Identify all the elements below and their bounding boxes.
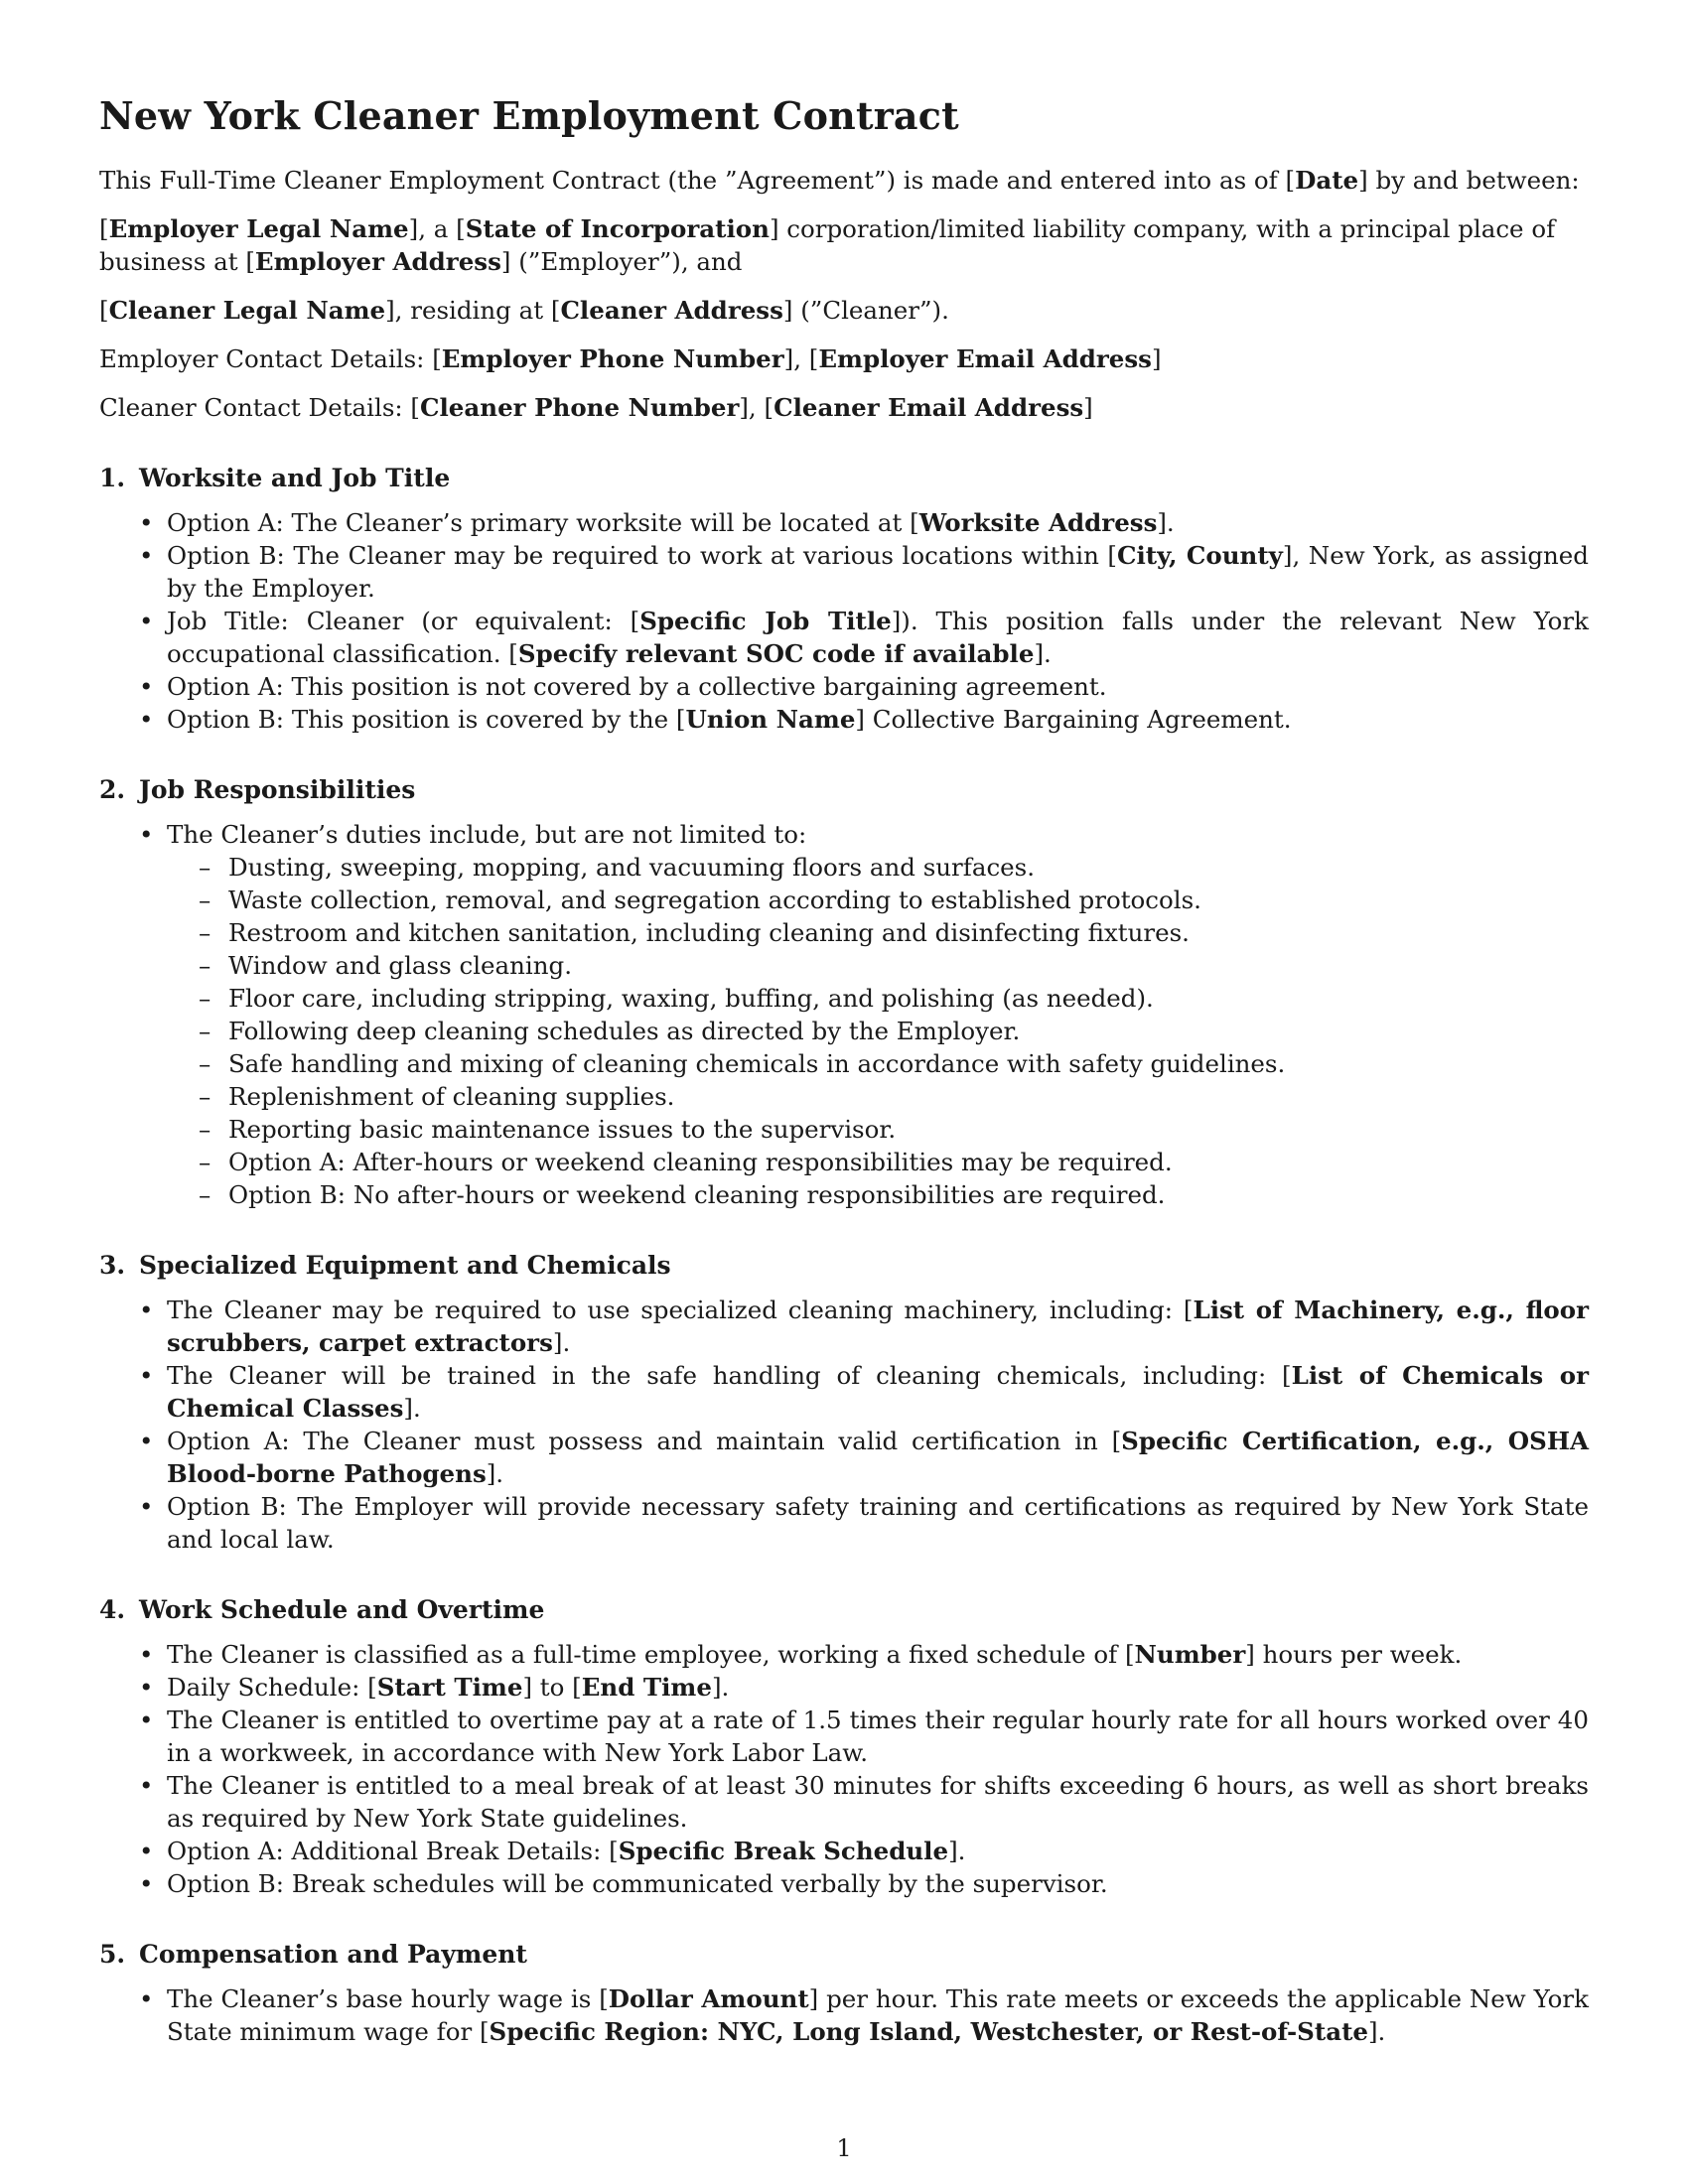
duty-item: – Floor care, including stripping, waxing, buffing, and polishing (as needed). (167, 982, 1589, 1015)
cleaner-contact: Cleaner Contact Details: [Cleaner Phone Number], [Cleaner Email Address] (99, 393, 1093, 422)
section-heading-5: 5. Compensation and Payment (99, 1940, 527, 1969)
section-2-list (99, 818, 1589, 1211)
duty-item: – Reporting basic maintenance issues to the supervisor. (167, 1113, 1589, 1146)
list-item: • Option B: The Employer will provide necessary safety training and certifications as required by New York State and local law. (99, 1490, 1589, 1556)
list-item: • The Cleaner’s base hourly wage is [Dollar Amount] per hour. This rate meets or exceeds the applicable New York State minimum wage for [Specific Region: NYC, Long Island, Westchester, or Rest-of-State]. (99, 1982, 1589, 2048)
duty-item: – Safe handling and mixing of cleaning chemicals in accordance with safety guidelines. (167, 1047, 1589, 1080)
employer-contact: Employer Contact Details: [Employer Phone Number], [Employer Email Address] (99, 344, 1162, 373)
list-item: • Option B: Break schedules will be communicated verbally by the supervisor. (99, 1867, 1589, 1900)
intro-cleaner: [Cleaner Legal Name], residing at [Cleaner Address] (”Cleaner”). (99, 296, 949, 325)
section-heading-2: 2. Job Responsibilities (99, 775, 416, 804)
duty-item: – Dusting, sweeping, mopping, and vacuuming floors and surfaces. (167, 851, 1589, 884)
document-page (99, 81, 1589, 2048)
duty-item: – Waste collection, removal, and segregation according to established protocols. (167, 884, 1589, 916)
duty-item: – Option A: After-hours or weekend cleaning responsibilities may be required. (167, 1146, 1589, 1178)
list-item: • Option A: This position is not covered by a collective bargaining agreement. (99, 670, 1589, 703)
section-5-list (99, 1982, 1589, 2048)
duty-item: – Option B: No after-hours or weekend cleaning responsibilities are required. (167, 1178, 1589, 1211)
list-item: • The Cleaner is entitled to overtime pay at a rate of 1.5 times their regular hourly rate for all hours worked over 40 in a workweek, in accordance with New York Labor Law. (99, 1704, 1589, 1769)
section-4-list (99, 1638, 1589, 1900)
intro-employer: [Employer Legal Name], a [State of Incorporation] corporation/limited liability company, with a principal place of business at [Employer Address] (”Employer”), and (99, 214, 1556, 276)
list-item: • Option B: This position is covered by the [Union Name] Collective Bargaining Agreement. (99, 703, 1589, 736)
document-title: New York Cleaner Employment Contract (99, 93, 959, 138)
duties-list (167, 851, 1589, 1211)
section-heading-1: 1. Worksite and Job Title (99, 464, 451, 492)
list-item: • The Cleaner is entitled to a meal break of at least 30 minutes for shifts exceeding 6 hours, as well as short breaks as required by New York State guidelines. (99, 1769, 1589, 1835)
list-item: • Option A: Additional Break Details: [Specific Break Schedule]. (99, 1835, 1589, 1867)
section-heading-3: 3. Specialized Equipment and Chemicals (99, 1251, 671, 1280)
section-1-list (99, 506, 1589, 736)
list-item: • Option A: The Cleaner must possess and maintain valid certification in [Specific Certification, e.g., OSHA Blood-borne Pathogens]. (99, 1425, 1589, 1490)
duty-item: – Following deep cleaning schedules as directed by the Employer. (167, 1015, 1589, 1047)
duty-item: – Restroom and kitchen sanitation, including cleaning and disinfecting fixtures. (167, 916, 1589, 949)
section-3-list (99, 1294, 1589, 1556)
list-item: • The Cleaner is classified as a full-time employee, working a fixed schedule of [Number] hours per week. (99, 1638, 1589, 1671)
section-heading-4: 4. Work Schedule and Overtime (99, 1595, 545, 1624)
intro-agreement: This Full-Time Cleaner Employment Contract (the ”Agreement”) is made and entered into as of [Date] by and between: (99, 166, 1580, 195)
list-item: • The Cleaner may be required to use specialized cleaning machinery, including: [List of Machinery, e.g., floor scrubbers, carpet extractors]. (99, 1294, 1589, 1359)
list-item: • Option B: The Cleaner may be required to work at various locations within [City, County], New York, as assigned by the Employer. (99, 539, 1589, 605)
list-item: • The Cleaner’s duties include, but are not limited to: – Dusting, sweeping, mopping, and vacuuming floors and surfaces. – Waste collection, removal, and segregation according to established protocols. – Restroom and kitchen sanitation, including cleaning and disinfecting fixtures. – Window and glass cleaning. – Floor care, including stripping, waxing, buffing, and polishing (as needed). – Following deep cleaning schedules as directed by the Employer. – Safe handling and mixing of cleaning chemicals in accordance with safety guidelines. – Replenishment of cleaning supplies. – Reporting basic maintenance issues to the supervisor. – Option A: After-hours or weekend cleaning responsibilities may be required. – Option B: No after-hours or weekend cleaning responsibilities are required. (99, 818, 1589, 1211)
list-item: • The Cleaner will be trained in the safe handling of cleaning chemicals, including: [List of Chemicals or Chemical Classes]. (99, 1359, 1589, 1425)
page-number: 1 (836, 2134, 852, 2162)
duty-item: – Window and glass cleaning. (167, 949, 1589, 982)
list-item: • Option A: The Cleaner’s primary worksite will be located at [Worksite Address]. (99, 506, 1589, 539)
duty-item: – Replenishment of cleaning supplies. (167, 1080, 1589, 1113)
list-item: • Daily Schedule: [Start Time] to [End Time]. (99, 1671, 1589, 1704)
list-item: • Job Title: Cleaner (or equivalent: [Specific Job Title]). This position falls under the relevant New York occupational classification. [Specify relevant SOC code if available]. (99, 605, 1589, 670)
